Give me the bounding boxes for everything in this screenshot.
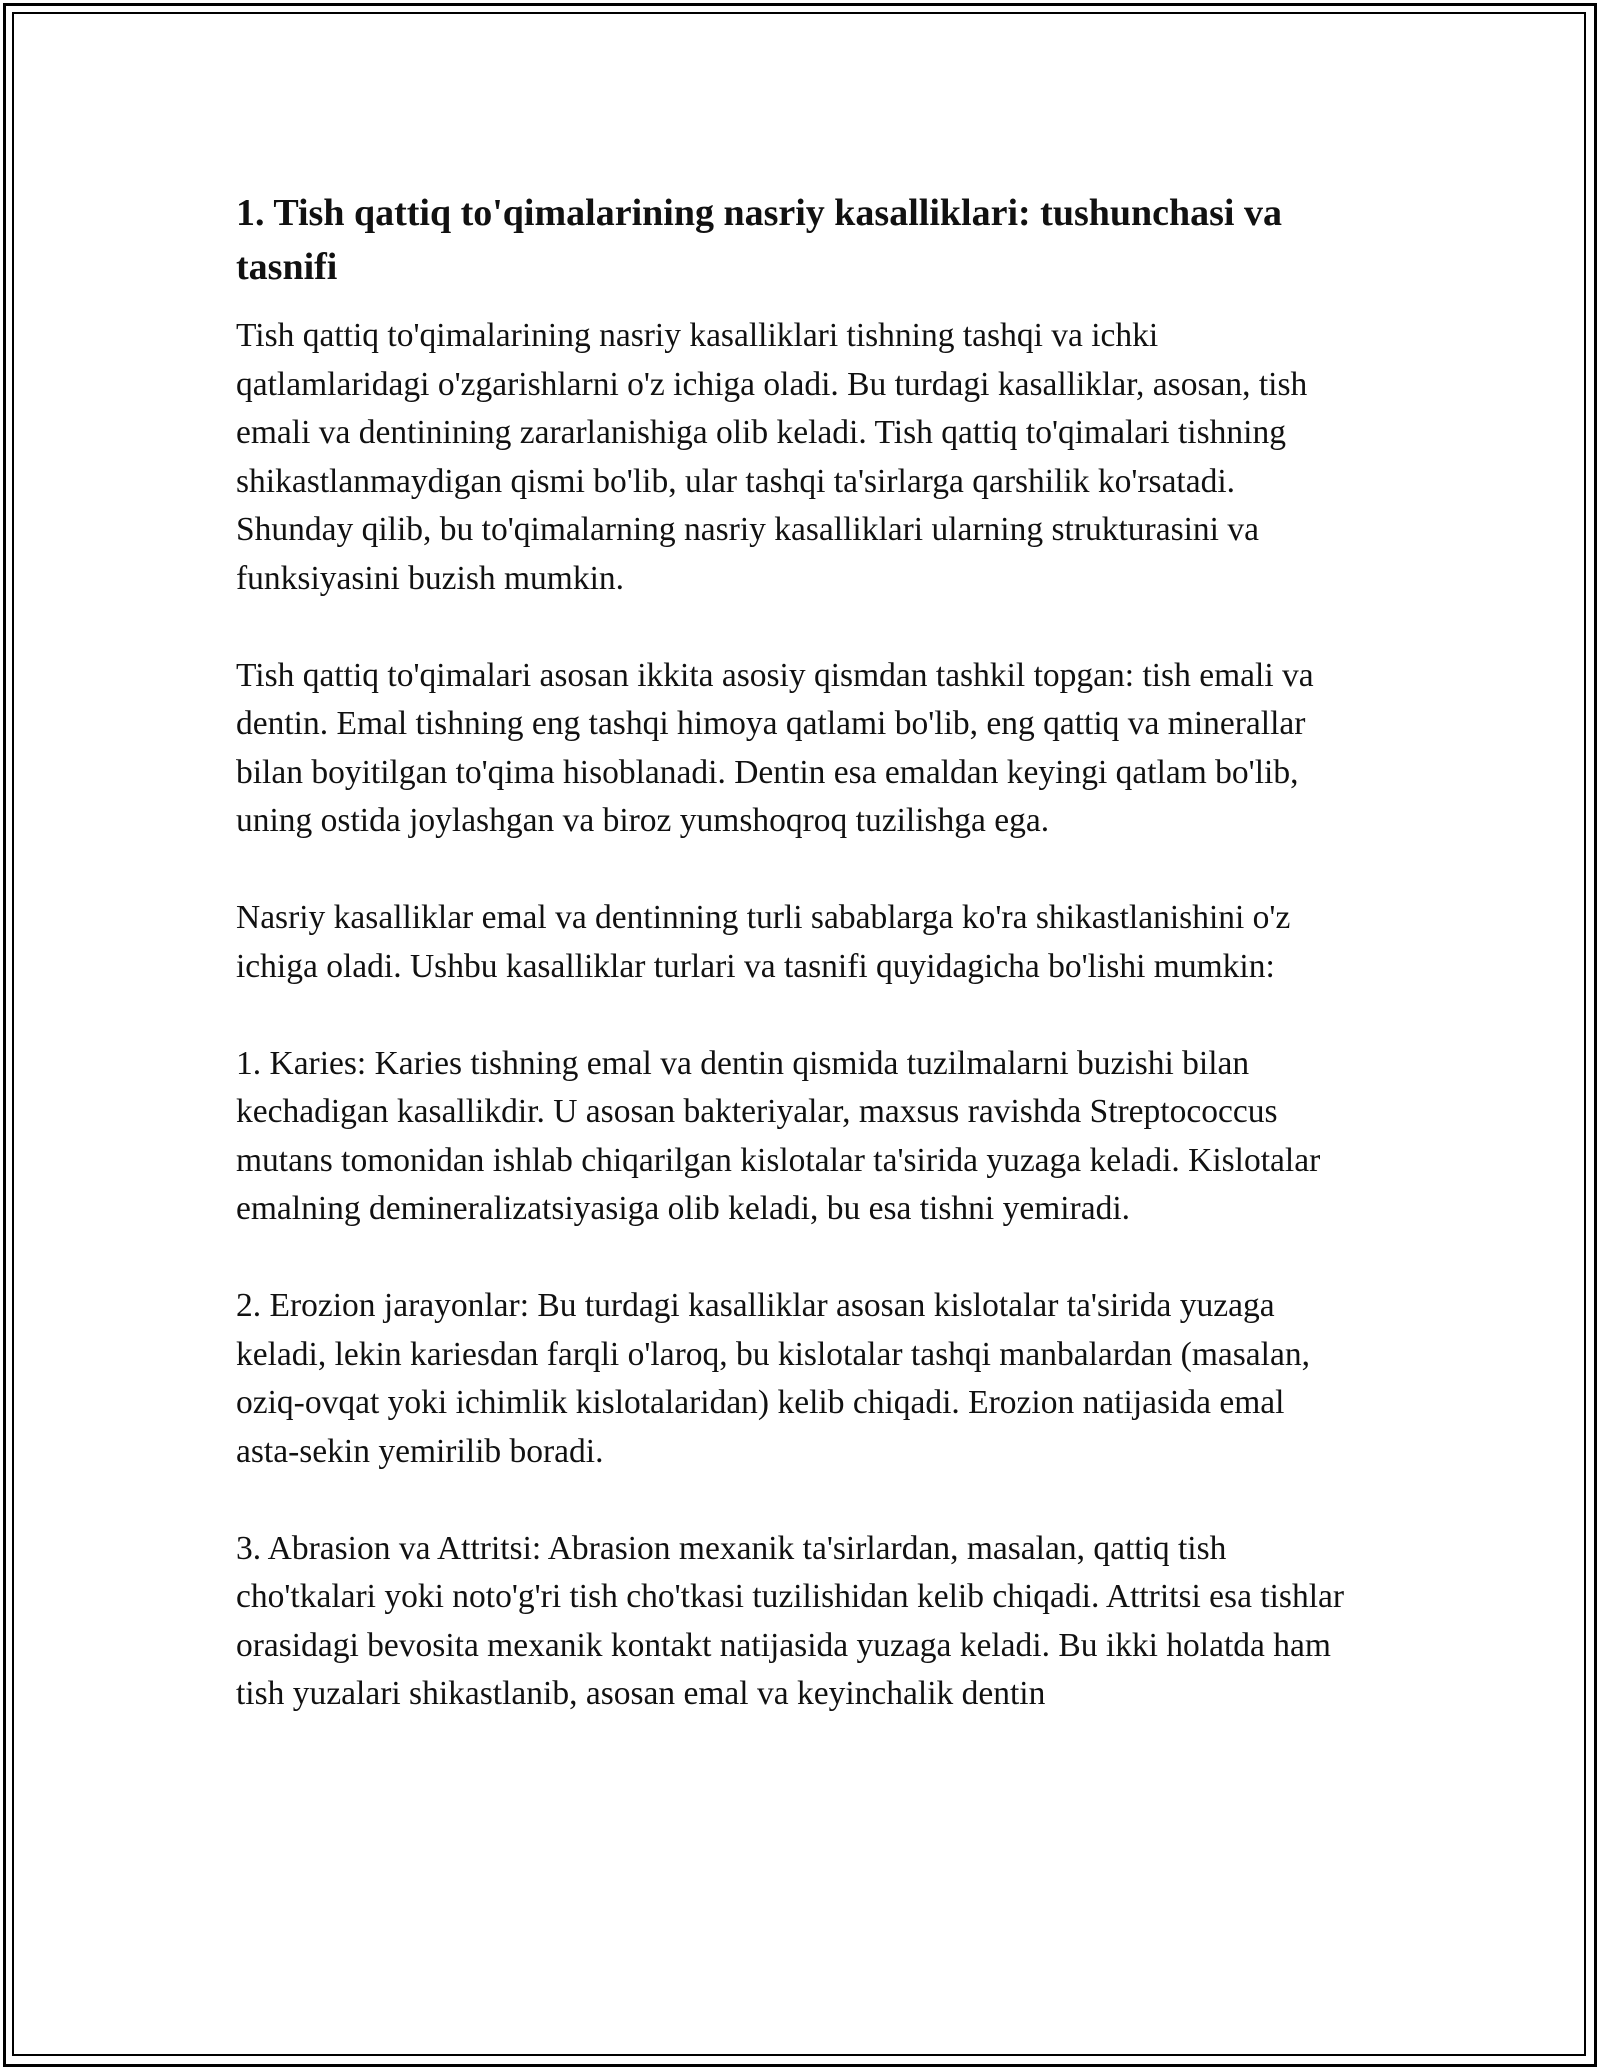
list-item-abrasion: 3. Abrasion va Attritsi: Abrasion mexanik ta'sirlardan, masalan, qattiq tish cho'tkalari yoki noto'g'ri tish cho'tkasi tuzilishidan kelib chiqadi. Attritsi esa tishlar orasidagi bevosita mexanik kontakt natijasida yuzaga keladi. Bu ikki holatda ham tish yuzalari shikastlanib, asosan emal va keyinchalik dentin — [236, 1529, 1345, 1712]
list-item-caries: 1. Karies: Karies tishning emal va dentin qismida tuzilmalarni buzishi bilan kechadigan kasallikdir. U asosan bakteriyalar, maxsus ravishda Streptococcus mutans tomonidan ishlab chiqarilgan kislotalar ta'sirida yuzaga keladi. Kislotalar emalning demineralizatsiyasiga olib keladi, bu esa tishni yemiradi. — [236, 1044, 1321, 1227]
section-heading: 1. Tish qattiq to'qimalarining nasriy kasalliklari: tushunchasi va tasnifi — [236, 192, 1282, 288]
paragraph-structure: Tish qattiq to'qimalari asosan ikkita asosiy qismdan tashkil topgan: tish emali va dentin. Emal tishning eng tashqi himoya qatlami bo'lib, eng qattiq va minerallar bilan boyitilgan to'qima hisoblanadi. Dentin esa emaldan keyingi qatlam bo'lib, uning ostida joylashgan va biroz yumshoqroq tuzilishga ega. — [236, 656, 1314, 839]
document-body — [236, 186, 1356, 1767]
paragraph-intro: Tish qattiq to'qimalarining nasriy kasalliklari tishning tashqi va ichki qatlamlaridagi o'zgarishlarni o'z ichiga oladi. Bu turdagi kasalliklar, asosan, tish emali va dentinining zararlanishiga olib keladi. Tish qattiq to'qimalari tishning shikastlanmaydigan qismi bo'lib, ular tashqi ta'sirlarga qarshilik ko'rsatadi. Shunday qilib, bu to'qimalarning nasriy kasalliklari ularning strukturasini va funksiyasini buzish mumkin. — [236, 317, 1308, 597]
list-item-erosion: 2. Erozion jarayonlar: Bu turdagi kasalliklar asosan kislotalar ta'sirida yuzaga keladi, lekin kariesdan farqli o'laroq, bu kislotalar tashqi manbalardan (masalan, oziq-ovqat yoki ichimlik kislotalaridan) kelib chiqadi. Erozion natijasida emal asta-sekin yemirilib boradi. — [236, 1287, 1310, 1470]
paragraph-classification: Nasriy kasalliklar emal va dentinning turli sabablarga ko'ra shikastlanishini o'z ichiga oladi. Ushbu kasalliklar turlari va tasnifi quyidagicha bo'lishi mumkin: — [236, 899, 1291, 985]
